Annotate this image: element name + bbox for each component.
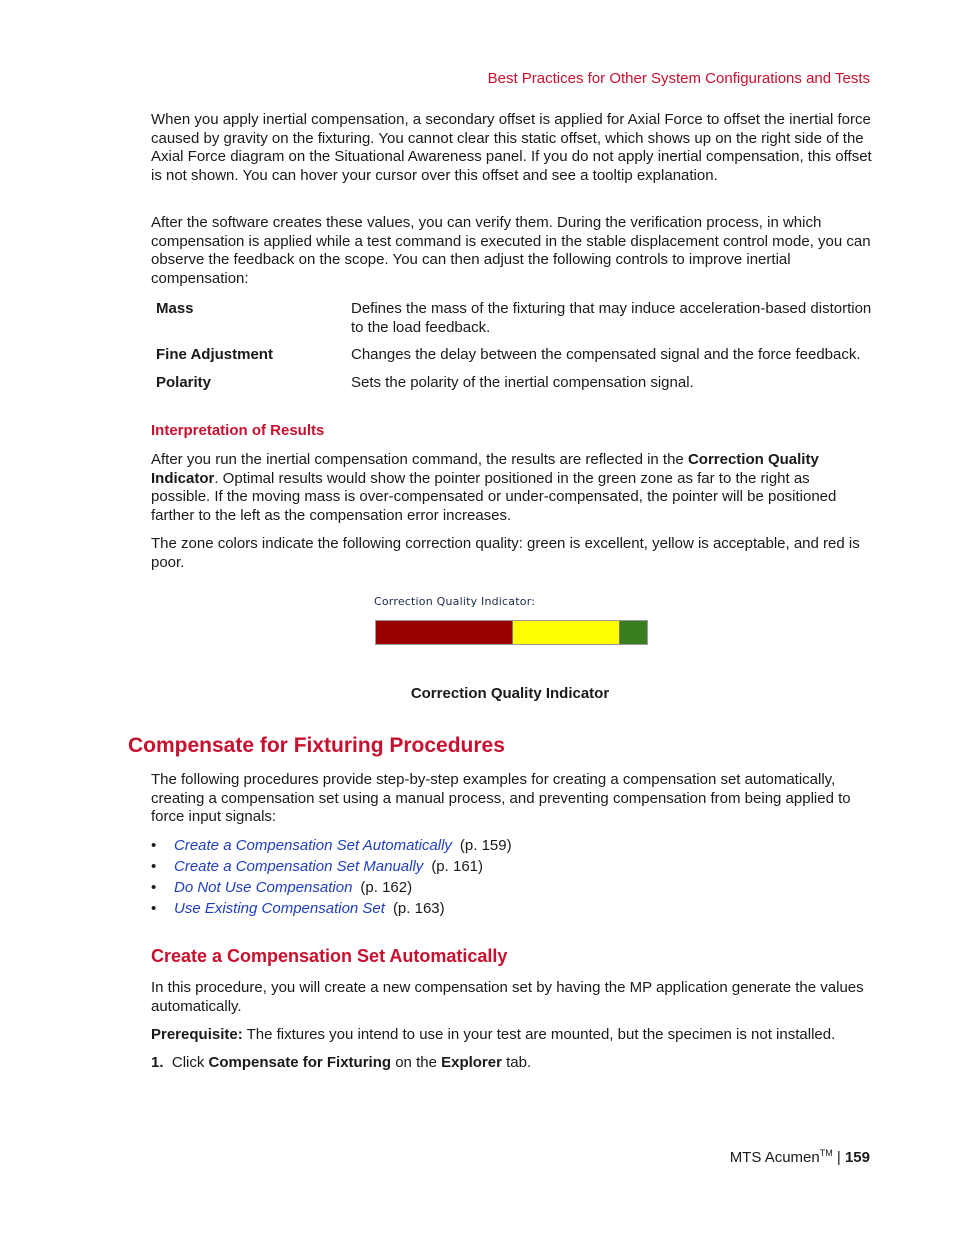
control-row-fine-adjustment [151, 346, 873, 365]
link-create-manually[interactable]: Create a Compensation Set Manually [174, 858, 424, 875]
list-item: • Create a Compensation Set Automatically (p. 159) [151, 837, 512, 854]
intro-paragraph-1: When you apply inertial compensation, a secondary offset is applied for Axial Force to offset the inertial force caused by gravity on the fixturing. You cannot clear this static offset, which shows up on the right side of the Axial Force diagram on the Situational Awareness panel. If you do not apply inertial compensation, this offset is not shown. You can hover your cursor over this offset and see a tooltip explanation. [151, 111, 872, 185]
page-footer: MTS Acumen™ | 159 [729, 1148, 870, 1166]
page-reference: (p. 163) [392, 900, 445, 917]
control-definition: Defines the mass of the fixturing that may induce acceleration-based distortion to the load feedback. [351, 300, 872, 336]
procedure-list [151, 835, 873, 919]
interpretation-paragraph-1: After you run the inertial compensation command, the results are reflected in the Correction Quality Indicator. Optimal results would show the pointer positioned in the green zone as far to the right as possible. If the moving mass is over-compensated or under-compensated, the pointer will be positioned farther to the left as the compensation error increases. [151, 451, 837, 525]
link-use-existing[interactable]: Use Existing Compensation Set [174, 900, 385, 917]
page-reference: (p. 159) [459, 837, 512, 854]
control-row-polarity [151, 374, 873, 393]
control-term: Polarity [156, 374, 212, 392]
page-reference: (p. 161) [431, 858, 484, 875]
link-do-not-use[interactable]: Do Not Use Compensation [174, 879, 353, 896]
section-intro: The following procedures provide step-by-step examples for creating a compensation set automatically, creating a compensation set using a manual process, and preventing compensation from being applied to force input signals: [151, 771, 851, 826]
indicator-name: Correction Quality Indicator [151, 451, 819, 487]
zone-poor [376, 621, 512, 644]
controls-table [151, 300, 873, 402]
figure-caption: Correction Quality Indicator [410, 685, 610, 702]
control-row-mass [151, 300, 873, 337]
link-create-automatically[interactable]: Create a Compensation Set Automatically [174, 837, 452, 854]
list-item: • Use Existing Compensation Set (p. 163) [151, 900, 445, 917]
subsection-paragraph: In this procedure, you will create a new compensation set by having the MP application generate the values automatically. [151, 979, 864, 1015]
page-reference: (p. 162) [360, 879, 413, 896]
interpretation-heading: Interpretation of Results [151, 422, 325, 439]
list-item: • Create a Compensation Set Manually (p. 161) [151, 858, 484, 875]
page-number: 159 [844, 1149, 870, 1166]
list-item: • Do Not Use Compensation (p. 162) [151, 879, 413, 896]
step-1: 1. Click Compensate for Fixturing on the Explorer tab. [151, 1054, 532, 1071]
control-definition: Changes the delay between the compensated signal and the force feedback. [351, 346, 861, 364]
control-definition: Sets the polarity of the inertial compensation signal. [351, 374, 694, 392]
zone-acceptable [512, 621, 620, 644]
correction-quality-indicator [375, 620, 648, 645]
intro-paragraph-2: After the software creates these values, you can verify them. During the verification process, in which compensation is applied while a test command is executed in the stable displacement control mode, you can observe the feedback on the scope. You can then adjust the following controls to improve inertial compensation: [151, 214, 871, 288]
running-header: Best Practices for Other System Configurations and Tests [487, 70, 870, 87]
indicator-label: Correction Quality Indicator: [374, 595, 536, 608]
subsection-heading: Create a Compensation Set Automatically [151, 946, 508, 966]
interpretation-paragraph-2: The zone colors indicate the following correction quality: green is excellent, yellow is acceptable, and red is poor. [151, 535, 860, 571]
prerequisite: Prerequisite: The fixtures you intend to use in your test are mounted, but the specimen is not installed. [151, 1026, 836, 1043]
section-heading: Compensate for Fixturing Procedures [128, 734, 505, 757]
zone-excellent [620, 621, 647, 644]
control-term: Mass [156, 300, 194, 317]
control-term: Fine Adjustment [156, 346, 273, 364]
